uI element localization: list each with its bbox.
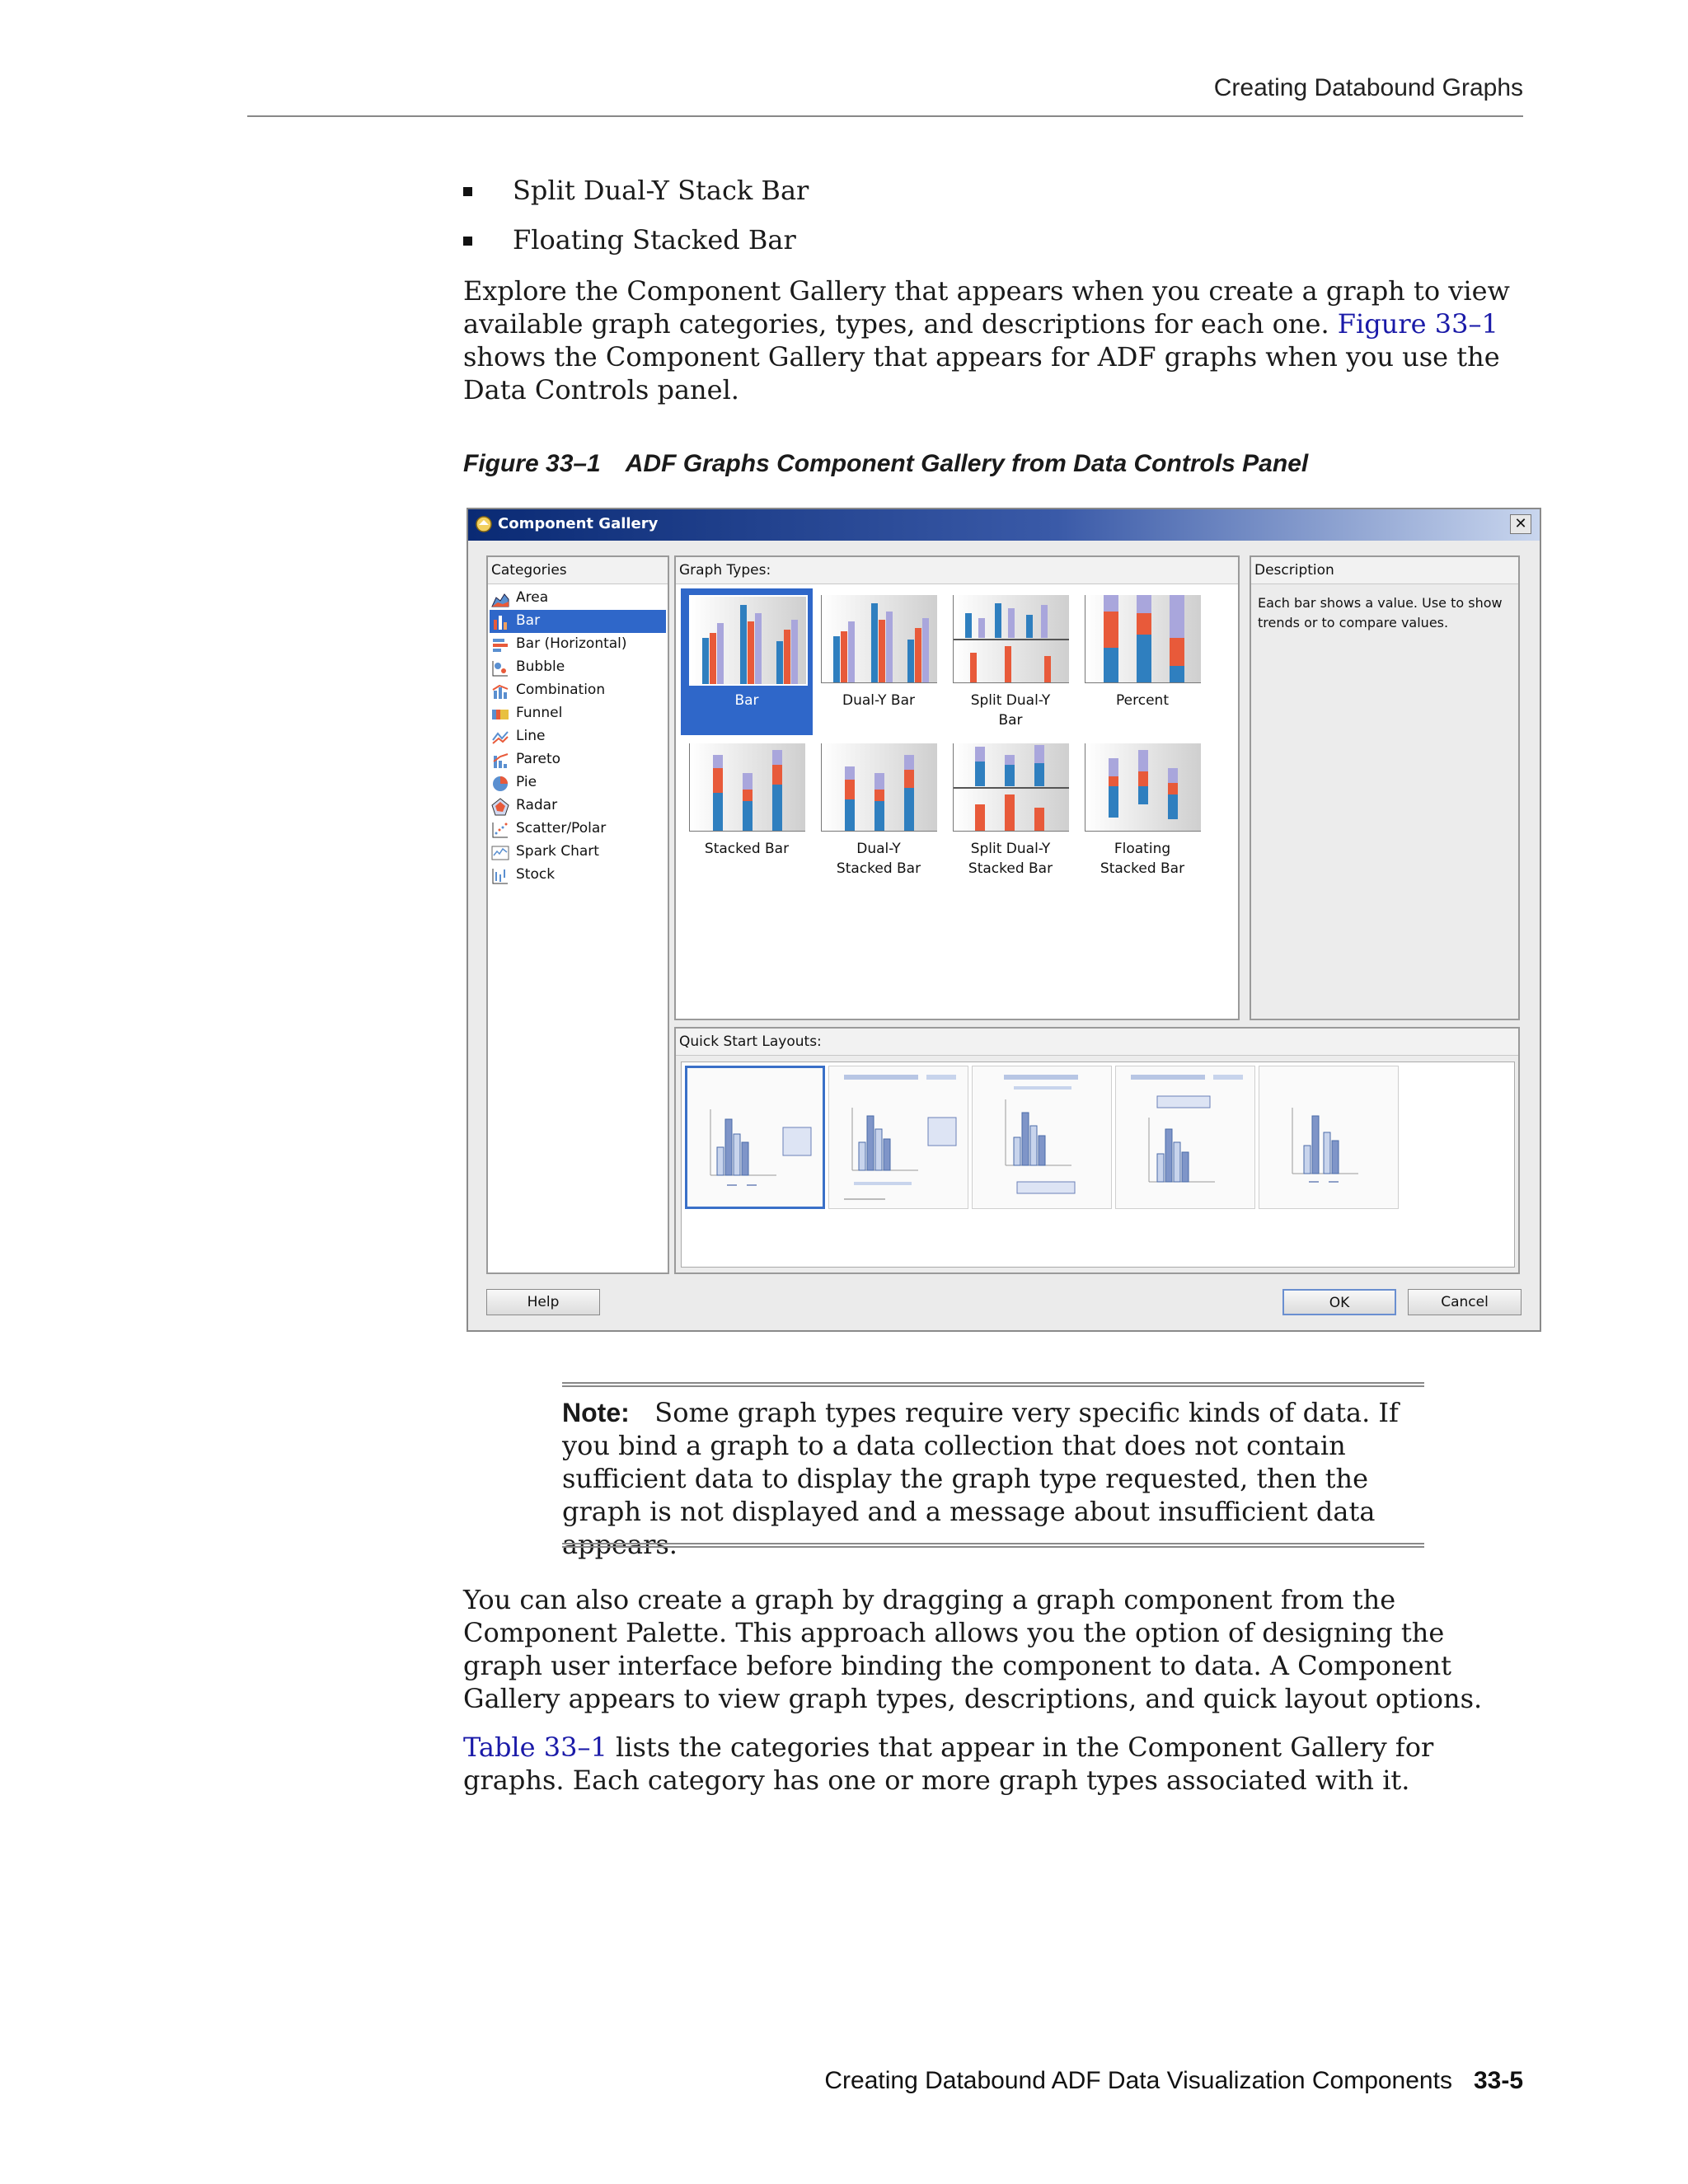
ok-button[interactable]: OK bbox=[1282, 1289, 1396, 1315]
bubble-chart-icon bbox=[491, 659, 509, 677]
category-item-pareto[interactable] bbox=[490, 748, 666, 771]
note-box bbox=[562, 1396, 1424, 1561]
category-label: Radar bbox=[516, 797, 558, 813]
note-rule-bottom bbox=[562, 1543, 1424, 1548]
category-label: Bubble bbox=[516, 658, 565, 675]
line-chart-icon bbox=[491, 729, 509, 747]
quick-start-layout-3[interactable] bbox=[972, 1066, 1112, 1209]
graph-type-label: Percent bbox=[1116, 692, 1169, 709]
palette-paragraph: You can also create a graph by dragging a graph component from the Component Palette. This approach allows you the option of designing the graph user interface before binding the component to data. A Component Gallery appears to view graph types, descriptions, and quick layout options. bbox=[463, 1584, 1483, 1714]
quick-start-layout-4[interactable] bbox=[1115, 1066, 1255, 1209]
quick-start-layouts bbox=[681, 1062, 1515, 1268]
quick-start-panel bbox=[674, 1027, 1520, 1274]
intro-text-1: Explore the Component Gallery that appears when you create a graph to view available graph categories, types, and descriptions for each one. bbox=[463, 275, 1510, 340]
layout-title-legend-right-icon bbox=[829, 1066, 968, 1208]
category-item-area[interactable] bbox=[490, 587, 666, 610]
category-item-combination[interactable] bbox=[490, 679, 666, 702]
stock-chart-icon bbox=[491, 867, 509, 885]
graph-types-panel bbox=[674, 555, 1240, 1020]
radar-chart-icon bbox=[491, 798, 509, 816]
category-label: Bar bbox=[516, 612, 541, 629]
percent-thumbnail-icon bbox=[1085, 595, 1201, 683]
intro-paragraph bbox=[463, 274, 1526, 406]
categories-list[interactable] bbox=[486, 555, 669, 1274]
note-label: Note: bbox=[562, 1398, 630, 1427]
table-reference-text: lists the categories that appear in the Component Gallery for graphs. Each category has one or more graph types associated with it. bbox=[463, 1732, 1434, 1796]
area-chart-icon bbox=[491, 590, 509, 608]
graph-type-floating-stacked-bar[interactable] bbox=[1076, 737, 1208, 883]
category-label: Line bbox=[516, 728, 546, 744]
quick-start-layout-1[interactable] bbox=[685, 1066, 825, 1209]
footer-title: Creating Databound ADF Data Visualization Components bbox=[824, 2067, 1452, 2094]
split-dual-y-stacked-bar-thumbnail-icon bbox=[953, 743, 1069, 832]
bar-chart-icon bbox=[491, 613, 509, 631]
graph-type-dual-y-stacked-bar[interactable] bbox=[813, 737, 945, 883]
layout-chart-only-icon bbox=[1259, 1066, 1398, 1208]
dialog-title: Component Gallery bbox=[498, 515, 659, 532]
funnel-chart-icon bbox=[491, 705, 509, 724]
horizontal-bar-icon bbox=[491, 636, 509, 654]
category-item-radar[interactable] bbox=[490, 794, 666, 818]
spark-chart-icon bbox=[491, 844, 509, 862]
category-label: Bar (Horizontal) bbox=[516, 635, 627, 652]
category-item-bar-horizontal[interactable] bbox=[490, 633, 666, 656]
category-label: Pareto bbox=[516, 751, 561, 767]
graph-type-label: Split Dual-Y Bar bbox=[970, 692, 1051, 729]
category-label: Scatter/Polar bbox=[516, 820, 607, 837]
graph-type-label: Dual-Y Bar bbox=[842, 692, 915, 709]
intro-text-2: shows the Component Gallery that appears for ADF graphs when you use the Data Controls panel. bbox=[463, 341, 1500, 405]
bullet-text: Split Dual-Y Stack Bar bbox=[513, 175, 809, 206]
graph-type-label: Stacked Bar bbox=[704, 841, 790, 857]
graph-type-bar[interactable] bbox=[681, 588, 813, 735]
page-number: 33-5 bbox=[1473, 2067, 1523, 2094]
split-dual-y-bar-thumbnail-icon bbox=[953, 595, 1069, 683]
category-item-bar[interactable] bbox=[490, 610, 666, 633]
graph-type-dual-y-bar[interactable] bbox=[813, 588, 945, 735]
layout-legend-top-icon bbox=[1116, 1066, 1254, 1208]
bullet-text: Floating Stacked Bar bbox=[513, 224, 796, 255]
figure-caption bbox=[463, 450, 1308, 478]
category-item-stock[interactable] bbox=[490, 864, 666, 887]
category-item-line[interactable] bbox=[490, 725, 666, 748]
stacked-bar-thumbnail-icon bbox=[689, 743, 805, 832]
combination-chart-icon bbox=[491, 682, 509, 701]
help-button[interactable]: Help bbox=[486, 1289, 600, 1315]
category-item-bubble[interactable] bbox=[490, 656, 666, 679]
table-reference-paragraph bbox=[463, 1731, 1526, 1797]
pie-chart-icon bbox=[491, 775, 509, 793]
description-text: Each bar shows a value. Use to show trends or to compare values. bbox=[1258, 595, 1503, 630]
bar-thumbnail-icon bbox=[689, 595, 808, 686]
page-footer bbox=[247, 2067, 1523, 2095]
category-item-scatter-polar[interactable] bbox=[490, 818, 666, 841]
figure-number: Figure 33–1 bbox=[463, 450, 601, 477]
note-text: Some graph types require very specific kinds of data. If you bind a graph to a data collection that does not contain sufficient data to display the graph type requested, then the graph is not displayed and a message about insufficient data appears. bbox=[562, 1397, 1399, 1560]
pareto-chart-icon bbox=[491, 752, 509, 770]
floating-stacked-bar-thumbnail-icon bbox=[1085, 743, 1201, 832]
category-label: Combination bbox=[516, 682, 606, 698]
cancel-button[interactable]: Cancel bbox=[1408, 1289, 1522, 1315]
graph-type-stacked-bar[interactable] bbox=[681, 737, 813, 883]
layout-title-legend-bottom-icon bbox=[973, 1066, 1111, 1208]
category-label: Pie bbox=[516, 774, 537, 790]
description-label: Description bbox=[1254, 562, 1334, 579]
category-item-spark-chart[interactable] bbox=[490, 841, 666, 864]
header-rule bbox=[247, 115, 1523, 117]
bullet-marker bbox=[463, 187, 472, 196]
layout-chart-legend-right-icon bbox=[687, 1068, 823, 1207]
figure-link[interactable]: Figure 33–1 bbox=[1337, 308, 1498, 340]
category-label: Spark Chart bbox=[516, 843, 599, 860]
category-item-pie[interactable] bbox=[490, 771, 666, 794]
category-label: Stock bbox=[516, 866, 556, 883]
graph-types-label: Graph Types: bbox=[679, 562, 771, 579]
quick-start-layout-5[interactable] bbox=[1259, 1066, 1399, 1209]
description-panel bbox=[1250, 555, 1520, 1020]
graph-type-percent[interactable] bbox=[1076, 588, 1208, 735]
dual-y-bar-thumbnail-icon bbox=[821, 595, 937, 683]
component-gallery-dialog bbox=[467, 508, 1541, 1332]
category-item-funnel[interactable] bbox=[490, 702, 666, 725]
graph-type-label: Dual-Y Stacked Bar bbox=[836, 841, 921, 877]
figure-title: ADF Graphs Component Gallery from Data Controls Panel bbox=[625, 450, 1309, 477]
graph-type-split-dual-y-stacked-bar[interactable] bbox=[945, 737, 1076, 883]
gallery-app-icon bbox=[475, 515, 493, 533]
graph-type-split-dual-y-bar[interactable] bbox=[945, 588, 1076, 735]
quick-start-layout-2[interactable] bbox=[828, 1066, 968, 1209]
dialog-titlebar[interactable] bbox=[468, 509, 1540, 541]
table-link[interactable]: Table 33–1 bbox=[463, 1732, 607, 1763]
categories-label: Categories bbox=[491, 562, 567, 579]
category-label: Area bbox=[516, 589, 549, 606]
dual-y-stacked-bar-thumbnail-icon bbox=[821, 743, 937, 832]
graph-type-label: Bar bbox=[734, 692, 759, 709]
graph-type-label: Floating Stacked Bar bbox=[1100, 841, 1185, 877]
category-label: Funnel bbox=[516, 705, 563, 721]
close-button[interactable]: ✕ bbox=[1510, 514, 1531, 534]
bullet-marker bbox=[463, 237, 472, 246]
scatter-chart-icon bbox=[491, 821, 509, 839]
graph-type-label: Split Dual-Y Stacked Bar bbox=[968, 841, 1053, 877]
running-header: Creating Databound Graphs bbox=[1213, 74, 1523, 101]
quick-start-label: Quick Start Layouts: bbox=[679, 1033, 822, 1050]
note-rule-top bbox=[562, 1382, 1424, 1387]
